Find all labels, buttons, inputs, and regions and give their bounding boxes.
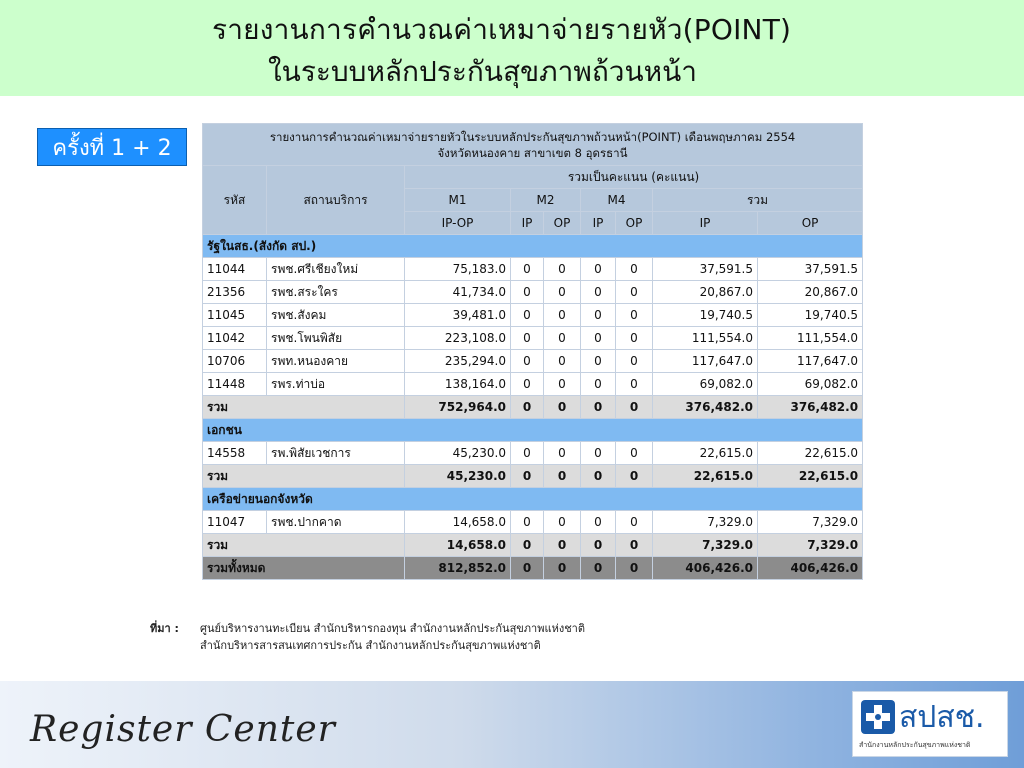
grand-total-label: รวมทั้งหมด xyxy=(203,557,405,580)
cell-m4ip: 0 xyxy=(581,442,616,465)
table-row xyxy=(203,304,863,327)
cell-m2ip: 0 xyxy=(511,327,544,350)
cell-ip: 117,647.0 xyxy=(653,350,758,373)
section-row xyxy=(203,419,863,442)
grand-total-m2ip: 0 xyxy=(511,557,544,580)
cell-code: 11045 xyxy=(203,304,267,327)
table-row xyxy=(203,327,863,350)
table-row xyxy=(203,511,863,534)
subtotal-ip: 7,329.0 xyxy=(653,534,758,557)
cell-op: 19,740.5 xyxy=(758,304,863,327)
subtotal-m2ip: 0 xyxy=(511,465,544,488)
cell-code: 14558 xyxy=(203,442,267,465)
cell-facility: รพ.พิสัยเวชการ xyxy=(267,442,405,465)
grand-total-row xyxy=(203,557,863,580)
header-m4-ip: IP xyxy=(581,212,616,235)
cell-code: 10706 xyxy=(203,350,267,373)
header-code: รหัส xyxy=(203,166,267,235)
cell-facility: รพท.หนองคาย xyxy=(267,350,405,373)
subtotal-row xyxy=(203,465,863,488)
round-badge: ครั้งที่ 1 + 2 xyxy=(37,128,187,166)
cell-m2op: 0 xyxy=(544,442,581,465)
header-m4: M4 xyxy=(581,189,653,212)
health-cross-icon xyxy=(861,700,895,734)
subtotal-row xyxy=(203,534,863,557)
header-total: รวม xyxy=(653,189,863,212)
header-m2-ip: IP xyxy=(511,212,544,235)
cell-m4ip: 0 xyxy=(581,327,616,350)
cell-m4ip: 0 xyxy=(581,511,616,534)
report-body xyxy=(203,235,863,580)
table-row xyxy=(203,373,863,396)
grand-total-m4op: 0 xyxy=(616,557,653,580)
subtotal-m4ip: 0 xyxy=(581,465,616,488)
section-title: เอกชน xyxy=(203,419,863,442)
cell-code: 11042 xyxy=(203,327,267,350)
grand-total-m2op: 0 xyxy=(544,557,581,580)
title-band xyxy=(0,0,1024,96)
section-title: เครือข่ายนอกจังหวัด xyxy=(203,488,863,511)
subtotal-op: 7,329.0 xyxy=(758,534,863,557)
grand-total-op: 406,426.0 xyxy=(758,557,863,580)
section-row xyxy=(203,235,863,258)
subtotal-m2ip: 0 xyxy=(511,534,544,557)
cell-m2op: 0 xyxy=(544,258,581,281)
page-title: รายงานการคำนวณค่าเหมาจ่ายรายหัว(POINT) xyxy=(212,13,792,46)
section-title: รัฐในสธ.(สังกัด สป.) xyxy=(203,235,863,258)
cell-ip: 69,082.0 xyxy=(653,373,758,396)
cell-m1: 41,734.0 xyxy=(405,281,511,304)
header-m2-op: OP xyxy=(544,212,581,235)
table-row xyxy=(203,350,863,373)
header-ip-op: IP-OP xyxy=(405,212,511,235)
cell-m2ip: 0 xyxy=(511,281,544,304)
cell-op: 69,082.0 xyxy=(758,373,863,396)
header-group: รวมเป็นคะแนน (คะแนน) xyxy=(405,166,863,189)
header-m1: M1 xyxy=(405,189,511,212)
subtotal-op: 376,482.0 xyxy=(758,396,863,419)
header-total-ip: IP xyxy=(653,212,758,235)
cell-m2ip: 0 xyxy=(511,442,544,465)
cell-m4op: 0 xyxy=(616,350,653,373)
cell-m2ip: 0 xyxy=(511,373,544,396)
cell-m2op: 0 xyxy=(544,350,581,373)
subtotal-m4ip: 0 xyxy=(581,396,616,419)
cell-m1: 235,294.0 xyxy=(405,350,511,373)
grand-total-m1: 812,852.0 xyxy=(405,557,511,580)
subtotal-m2ip: 0 xyxy=(511,396,544,419)
header-row-1 xyxy=(203,166,863,189)
cell-code: 21356 xyxy=(203,281,267,304)
cell-m1: 223,108.0 xyxy=(405,327,511,350)
cell-m4ip: 0 xyxy=(581,350,616,373)
cell-m2ip: 0 xyxy=(511,258,544,281)
cell-ip: 7,329.0 xyxy=(653,511,758,534)
table-title-line2: จังหวัดหนองคาย สาขาเขต 8 อุดรธานี xyxy=(437,145,628,160)
subtotal-m1: 45,230.0 xyxy=(405,465,511,488)
cell-op: 117,647.0 xyxy=(758,350,863,373)
cell-m2op: 0 xyxy=(544,511,581,534)
subtotal-label: รวม xyxy=(203,465,405,488)
subtotal-row xyxy=(203,396,863,419)
cell-m4op: 0 xyxy=(616,327,653,350)
subtotal-label: รวม xyxy=(203,534,405,557)
cell-m2op: 0 xyxy=(544,373,581,396)
table-row xyxy=(203,281,863,304)
grand-total-m4ip: 0 xyxy=(581,557,616,580)
cell-m4op: 0 xyxy=(616,281,653,304)
table-title xyxy=(203,124,863,166)
nhso-logo xyxy=(852,691,1008,757)
cell-m2op: 0 xyxy=(544,327,581,350)
cell-m2ip: 0 xyxy=(511,350,544,373)
cell-m4ip: 0 xyxy=(581,281,616,304)
cell-facility: รพช.โพนพิสัย xyxy=(267,327,405,350)
subtotal-m1: 752,964.0 xyxy=(405,396,511,419)
table-row xyxy=(203,258,863,281)
cell-ip: 20,867.0 xyxy=(653,281,758,304)
subtotal-m4op: 0 xyxy=(616,534,653,557)
cell-m4op: 0 xyxy=(616,373,653,396)
cell-code: 11047 xyxy=(203,511,267,534)
subtotal-m4op: 0 xyxy=(616,396,653,419)
cell-m2ip: 0 xyxy=(511,511,544,534)
cell-m4ip: 0 xyxy=(581,373,616,396)
subtotal-label: รวม xyxy=(203,396,405,419)
source-line1: ศูนย์บริหารงานทะเบียน สำนักบริหารกองทุน สำนักงานหลักประกันสุขภาพแห่งชาติ xyxy=(200,622,585,635)
cell-m4op: 0 xyxy=(616,258,653,281)
cell-code: 11448 xyxy=(203,373,267,396)
cell-facility: รพช.สระใคร xyxy=(267,281,405,304)
cell-facility: รพช.ปากคาด xyxy=(267,511,405,534)
cell-m1: 45,230.0 xyxy=(405,442,511,465)
cell-m4op: 0 xyxy=(616,442,653,465)
subtotal-m4op: 0 xyxy=(616,465,653,488)
cell-op: 37,591.5 xyxy=(758,258,863,281)
cell-ip: 37,591.5 xyxy=(653,258,758,281)
cell-op: 7,329.0 xyxy=(758,511,863,534)
cell-m2op: 0 xyxy=(544,304,581,327)
cell-m1: 39,481.0 xyxy=(405,304,511,327)
table-title-row xyxy=(203,124,863,166)
cell-m4ip: 0 xyxy=(581,304,616,327)
cell-m1: 138,164.0 xyxy=(405,373,511,396)
table-row xyxy=(203,442,863,465)
subtotal-m2op: 0 xyxy=(544,465,581,488)
subtotal-ip: 376,482.0 xyxy=(653,396,758,419)
report-table xyxy=(202,123,863,580)
cell-m2ip: 0 xyxy=(511,304,544,327)
section-row xyxy=(203,488,863,511)
cell-facility: รพช.ศรีเชียงใหม่ xyxy=(267,258,405,281)
register-center-logo: Register Center xyxy=(30,709,336,750)
page-subtitle: ในระบบหลักประกันสุขภาพถ้วนหน้า xyxy=(268,55,697,88)
cell-facility: รพช.สังคม xyxy=(267,304,405,327)
cell-m1: 75,183.0 xyxy=(405,258,511,281)
cell-m2op: 0 xyxy=(544,281,581,304)
footer-band xyxy=(0,681,1024,768)
cell-op: 22,615.0 xyxy=(758,442,863,465)
cell-m4op: 0 xyxy=(616,511,653,534)
grand-total-ip: 406,426.0 xyxy=(653,557,758,580)
subtotal-m2op: 0 xyxy=(544,534,581,557)
subtotal-m4ip: 0 xyxy=(581,534,616,557)
table-title-line1: รายงานการคำนวณค่าเหมาจ่ายรายหัวในระบบหลักประกันสุขภาพถ้วนหน้า(POINT) เดือนพฤษภาคม 2554 xyxy=(269,129,796,144)
cell-facility: รพร.ท่าบ่อ xyxy=(267,373,405,396)
subtotal-m1: 14,658.0 xyxy=(405,534,511,557)
subtotal-ip: 22,615.0 xyxy=(653,465,758,488)
header-total-op: OP xyxy=(758,212,863,235)
cell-op: 111,554.0 xyxy=(758,327,863,350)
subtotal-m2op: 0 xyxy=(544,396,581,419)
cell-m1: 14,658.0 xyxy=(405,511,511,534)
cell-code: 11044 xyxy=(203,258,267,281)
header-m2: M2 xyxy=(511,189,581,212)
header-facility: สถานบริการ xyxy=(267,166,405,235)
nhso-logo-subtitle: สำนักงานหลักประกันสุขภาพแห่งชาติ xyxy=(859,741,971,749)
source-label: ที่มา : xyxy=(150,622,179,635)
source-line2: สำนักบริหารสารสนเทศการประกัน สำนักงานหลักประกันสุขภาพแห่งชาติ xyxy=(200,639,541,652)
subtotal-op: 22,615.0 xyxy=(758,465,863,488)
source-text xyxy=(200,620,585,654)
cell-ip: 22,615.0 xyxy=(653,442,758,465)
nhso-logo-text: สปสช. xyxy=(899,700,985,735)
cell-ip: 111,554.0 xyxy=(653,327,758,350)
cell-op: 20,867.0 xyxy=(758,281,863,304)
cell-m4op: 0 xyxy=(616,304,653,327)
cell-ip: 19,740.5 xyxy=(653,304,758,327)
cell-m4ip: 0 xyxy=(581,258,616,281)
header-m4-op: OP xyxy=(616,212,653,235)
